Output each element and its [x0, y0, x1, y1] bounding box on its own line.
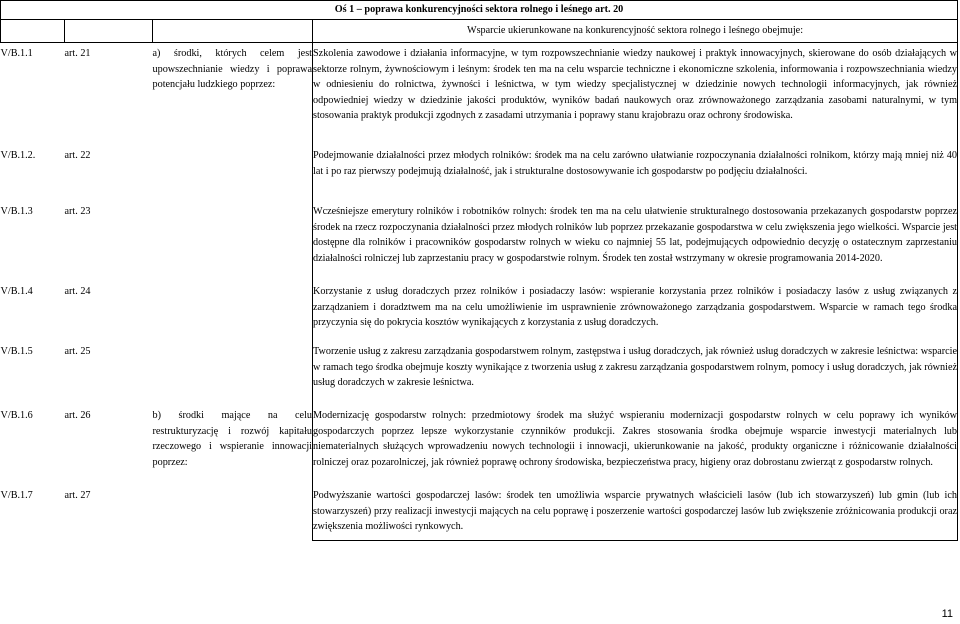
- article-ref: art. 21: [64, 48, 91, 59]
- measure-description: Modernizację gospodarstw rolnych: przedmiotowy środek ma służyć wspieraniu modernizacji gospodarstw rolnych w celu poprawy ich wyników gospodarczych poprzez lepsze wykorzystanie czynników produkcji. Zakres stosowania środka obejmuje wsparcie inwestycji materialnych lub niematerialnych służących wprowadzeniu nowych technologii i innowacji, ukierunkowanie na jakość, produkty organiczne i różnicowanie działalności rolniczej oraz pozarolniczej, jak również poprawę ochrony środowiska, bezpieczeństwa pracy, higieny oraz dobrostanu zwierząt z gospodarstw rolnych.: [313, 408, 958, 488]
- table-row: [1, 488, 958, 541]
- measure-category: [153, 204, 313, 284]
- measure-code: V/B.1.4: [0, 286, 33, 297]
- measure-code: V/B.1.2.: [0, 150, 36, 161]
- measure-code: V/B.1.3: [0, 206, 33, 217]
- measure-description: Korzystanie z usług doradczych przez rolników i posiadaczy lasów: wspieranie korzystania przez rolników i posiadaczy lasów z usług związanych z zarządzaniem i doradztwem ma na celu umożliwienie im usprawnienie zrównoważonego zarządzania gospodarstwem. Wsparcie w ramach tego środka przyczynia się do pokrycia kosztów wynikających z korzystania z usług doradczych.: [313, 284, 958, 344]
- article-ref: art. 26: [64, 410, 91, 421]
- measure-code: V/B.1.7: [0, 490, 33, 501]
- measure-category: [153, 488, 313, 541]
- measure-code: V/B.1.1: [0, 48, 33, 59]
- table-row: [1, 43, 958, 149]
- measure-code: V/B.1.5: [0, 346, 33, 357]
- article-ref: art. 22: [64, 150, 91, 161]
- article-ref: art. 25: [64, 346, 91, 357]
- table-row: [1, 284, 958, 344]
- table-row: [1, 344, 958, 408]
- table-row: [1, 408, 958, 488]
- axis-header-row: [1, 1, 958, 20]
- measure-description: Wcześniejsze emerytury rolników i robotników rolnych: środek ten ma na celu ułatwienie strukturalnego dostosowania przekazanych gospodarstw poprzez środek na rzecz rozpoczynania działalności przez młodych rolników lub poprzez przekazanie gospodarstwa w celu zwiększenia jego wielkości. Wsparcie jest dostępne dla rolników i pracowników gospodarstw rolnych w wieku co najmniej 55 lat, podejmujących odpowiednio decyzję o ostatecznym zaprzestaniu działalności rolniczej lub zaprzestaniu pracy w gospodarstwie rolnym. Środek ten został wstrzymany w okresie programowania 2014-2020.: [313, 204, 958, 284]
- article-ref: art. 27: [64, 490, 91, 501]
- measure-description: Tworzenie usług z zakresu zarządzania gospodarstwem rolnym, zastępstwa i usług doradczych, jak również usług doradczych w zakresie leśnictwa: wsparcie w ramach tego środka obejmuje koszty wynikające z tworzenia usług z zakresu zarządzania gospodarstwem rolnym, pomocy i usług doradczych, jak również usług doradczych w zakresie leśnictwa.: [313, 344, 958, 408]
- page-number: 11: [941, 608, 953, 620]
- article-ref: art. 24: [64, 286, 91, 297]
- table-row: [1, 148, 958, 204]
- measure-description: Podejmowanie działalności przez młodych rolników: środek ma na celu zarówno ułatwianie rozpoczynania działalności rolnikom, którzy mają mniej niż 40 lat i po raz pierwszy podejmują działalność, jak i strukturalne dostosowywanie ich gospodarstw po podjęciu działalności.: [313, 148, 958, 204]
- measure-category: b) środki mające na celu restrukturyzację i rozwój kapitału rzeczowego i wspieranie innowacji poprzez:: [152, 410, 312, 468]
- measure-category: [153, 148, 313, 204]
- measure-category: [153, 284, 313, 344]
- measure-description: Podwyższanie wartości gospodarczej lasów: środek ten umożliwia wsparcie prywatnych właścicieli lasów (lub ich stowarzyszeń) lub gmin (lub ich stowarzyszeń) przy realizacji inwestycji mających na celu poprawę i poszerzenie wartości gospodarczej lasów lub zwiększenie zróżnicowania produkcji oraz zwiększenia możliwości rynkowych.: [313, 488, 958, 541]
- subtitle-row: [1, 20, 958, 43]
- measure-category: a) środki, których celem jest upowszechnianie wiedzy i poprawa potencjału ludzkiego poprzez:: [152, 48, 312, 90]
- article-ref: art. 23: [64, 206, 91, 217]
- measure-code: V/B.1.6: [0, 410, 33, 421]
- table-row: [1, 204, 958, 284]
- measure-description: Szkolenia zawodowe i działania informacyjne, w tym rozpowszechnianie wiedzy naukowej i praktyk innowacyjnych, skierowane do osób działających w sektorze rolnym, żywnościowym i leśnym: środek ten ma na celu wsparcie techniczne i ekonomiczne szkolenia, informowania i rozpowszechniania wiedzy w odniesieniu do rolnictwa, żywności i leśnictwa, w tym wiedzy specjalistycznej w dziedzinie nowych technologii informacyjnych, jak również odpowiedniej wiedzy w dziedzinie jakości produktów, wyników badań naukowych oraz zrównoważonego zarządzania zasobami naturalnymi, w tym stosowania praktyk produkcji zgodnych z zasadami utrzymania i poprawy stanu krajobrazu oraz ochrony środowiska.: [313, 43, 958, 149]
- support-subtitle: Wsparcie ukierunkowane na konkurencyjność sektora rolnego i leśnego obejmuje:: [313, 20, 958, 43]
- measure-category: [153, 344, 313, 408]
- axis-title: Oś 1 – poprawa konkurencyjności sektora rolnego i leśnego art. 20: [1, 1, 958, 20]
